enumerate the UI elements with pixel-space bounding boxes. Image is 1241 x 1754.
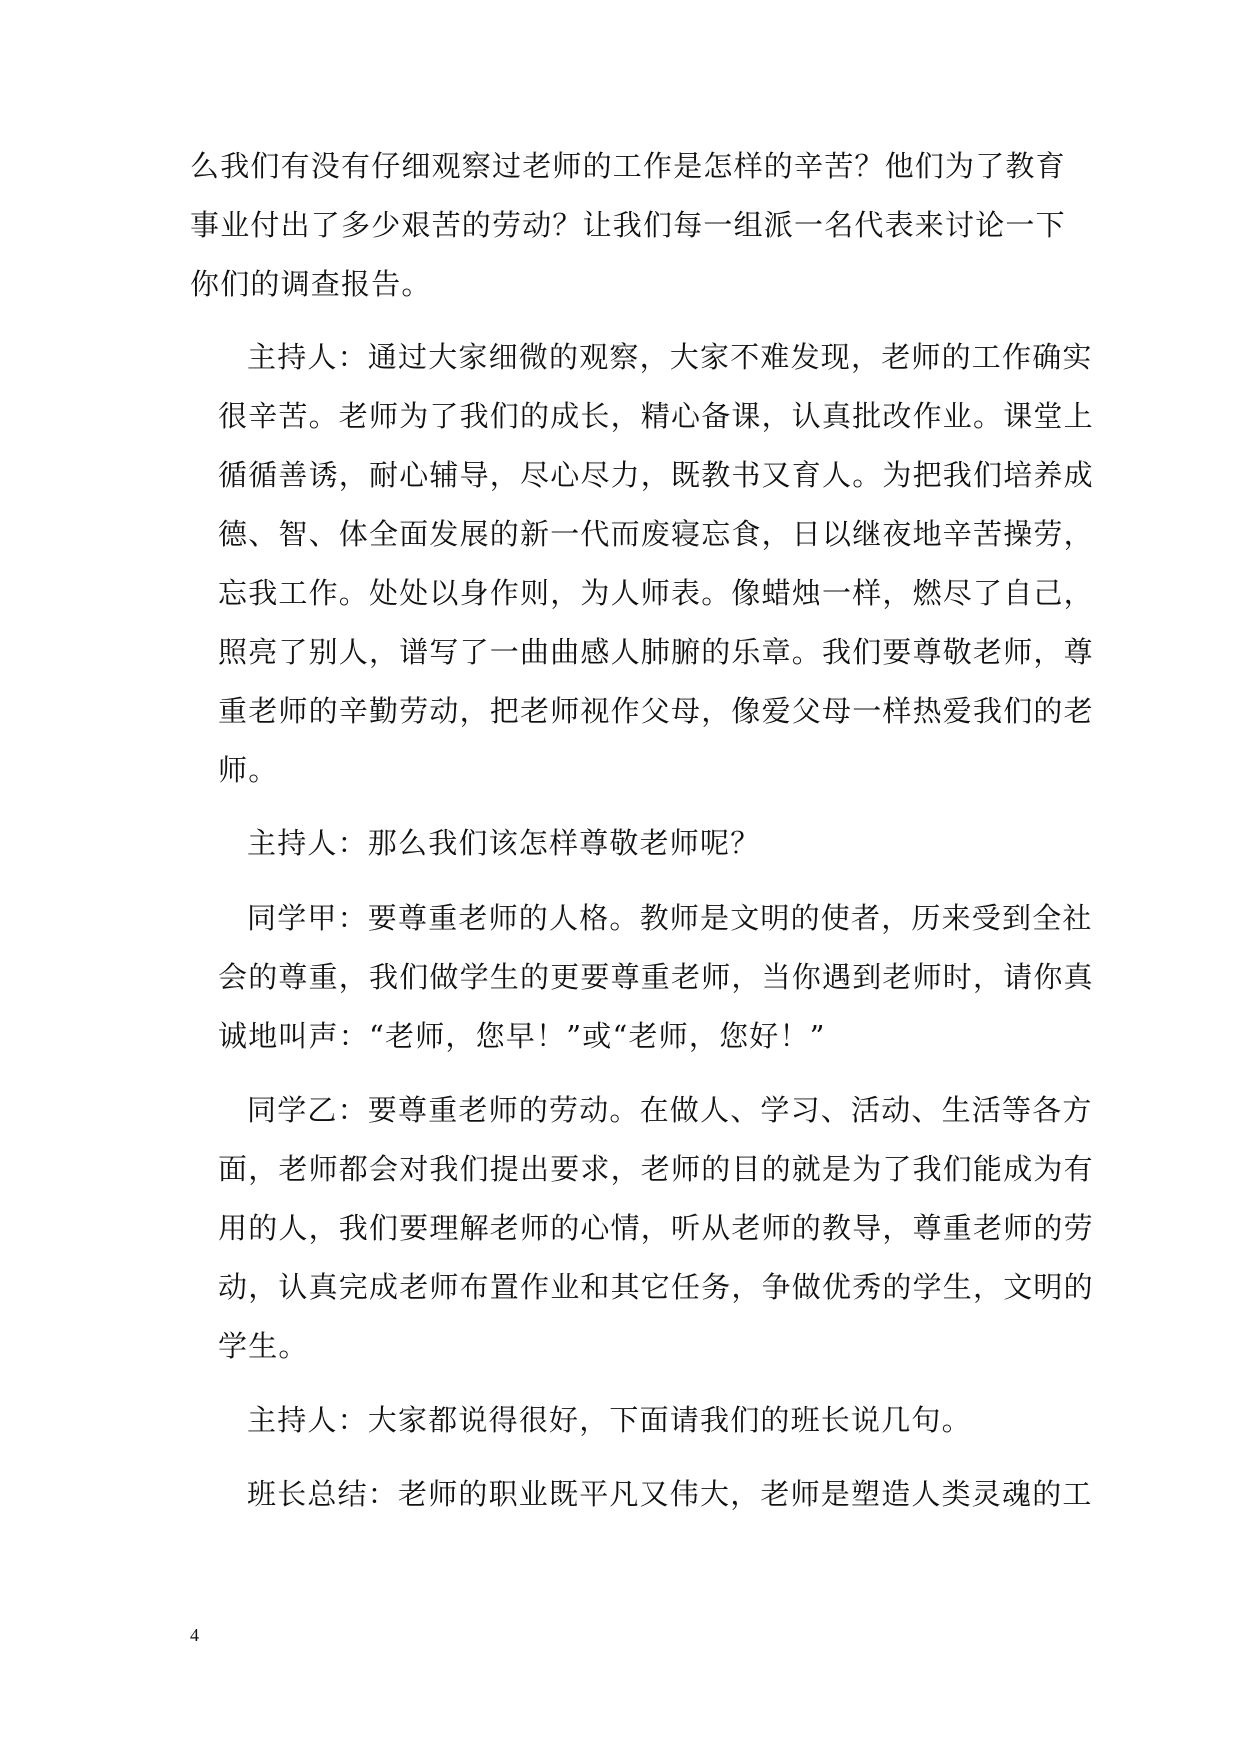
text-line: 面，老师都会对我们提出要求，老师的目的就是为了我们能成为有 bbox=[218, 1152, 1094, 1186]
text-line: 学生。 bbox=[218, 1329, 309, 1363]
text-line: 诚地叫声：“老师，您早！”或“老师，您好！” bbox=[218, 1019, 826, 1053]
text-line: 用的人，我们要理解老师的心情，听从老师的教导，尊重老师的劳 bbox=[218, 1211, 1094, 1245]
text-line: 你们的调查报告。 bbox=[190, 267, 432, 301]
text-line: 动，认真完成老师布置作业和其它任务，争做优秀的学生，文明的 bbox=[218, 1270, 1094, 1304]
paragraph-start-line: 班长总结：老师的职业既平凡又伟大，老师是塑造人类灵魂的工 bbox=[247, 1477, 1093, 1511]
paragraph-start-line: 主持人：大家都说得很好，下面请我们的班长说几句。 bbox=[247, 1403, 972, 1437]
paragraph-start-line: 同学甲：要尊重老师的人格。教师是文明的使者，历来受到全社 bbox=[247, 901, 1093, 935]
text-line: 么我们有没有仔细观察过老师的工作是怎样的辛苦？他们为了教育 bbox=[190, 149, 1066, 183]
paragraph-start-line: 主持人：那么我们该怎样尊敬老师呢？ bbox=[247, 826, 761, 860]
text-line: 循循善诱，耐心辅导，尽心尽力，既教书又育人。为把我们培养成 bbox=[218, 458, 1094, 492]
text-line: 照亮了别人，谱写了一曲曲感人肺腑的乐章。我们要尊敬老师，尊 bbox=[218, 635, 1094, 669]
paragraph-start-line: 同学乙：要尊重老师的劳动。在做人、学习、活动、生活等各方 bbox=[247, 1093, 1093, 1127]
text-line: 会的尊重，我们做学生的更要尊重老师，当你遇到老师时，请你真 bbox=[218, 960, 1094, 994]
page-number: 4 bbox=[190, 1625, 199, 1645]
text-line: 德、智、体全面发展的新一代而废寝忘食，日以继夜地辛苦操劳， bbox=[218, 517, 1094, 551]
text-line: 重老师的辛勤劳动，把老师视作父母，像爱父母一样热爱我们的老 bbox=[218, 694, 1094, 728]
text-line: 很辛苦。老师为了我们的成长，精心备课，认真批改作业。课堂上 bbox=[218, 399, 1094, 433]
text-line: 师。 bbox=[218, 753, 279, 787]
text-line: 忘我工作。处处以身作则，为人师表。像蜡烛一样，燃尽了自己， bbox=[218, 576, 1094, 610]
paragraph-start-line: 主持人：通过大家细微的观察，大家不难发现，老师的工作确实 bbox=[247, 340, 1093, 374]
text-line: 事业付出了多少艰苦的劳动？让我们每一组派一名代表来讨论一下 bbox=[190, 208, 1066, 242]
